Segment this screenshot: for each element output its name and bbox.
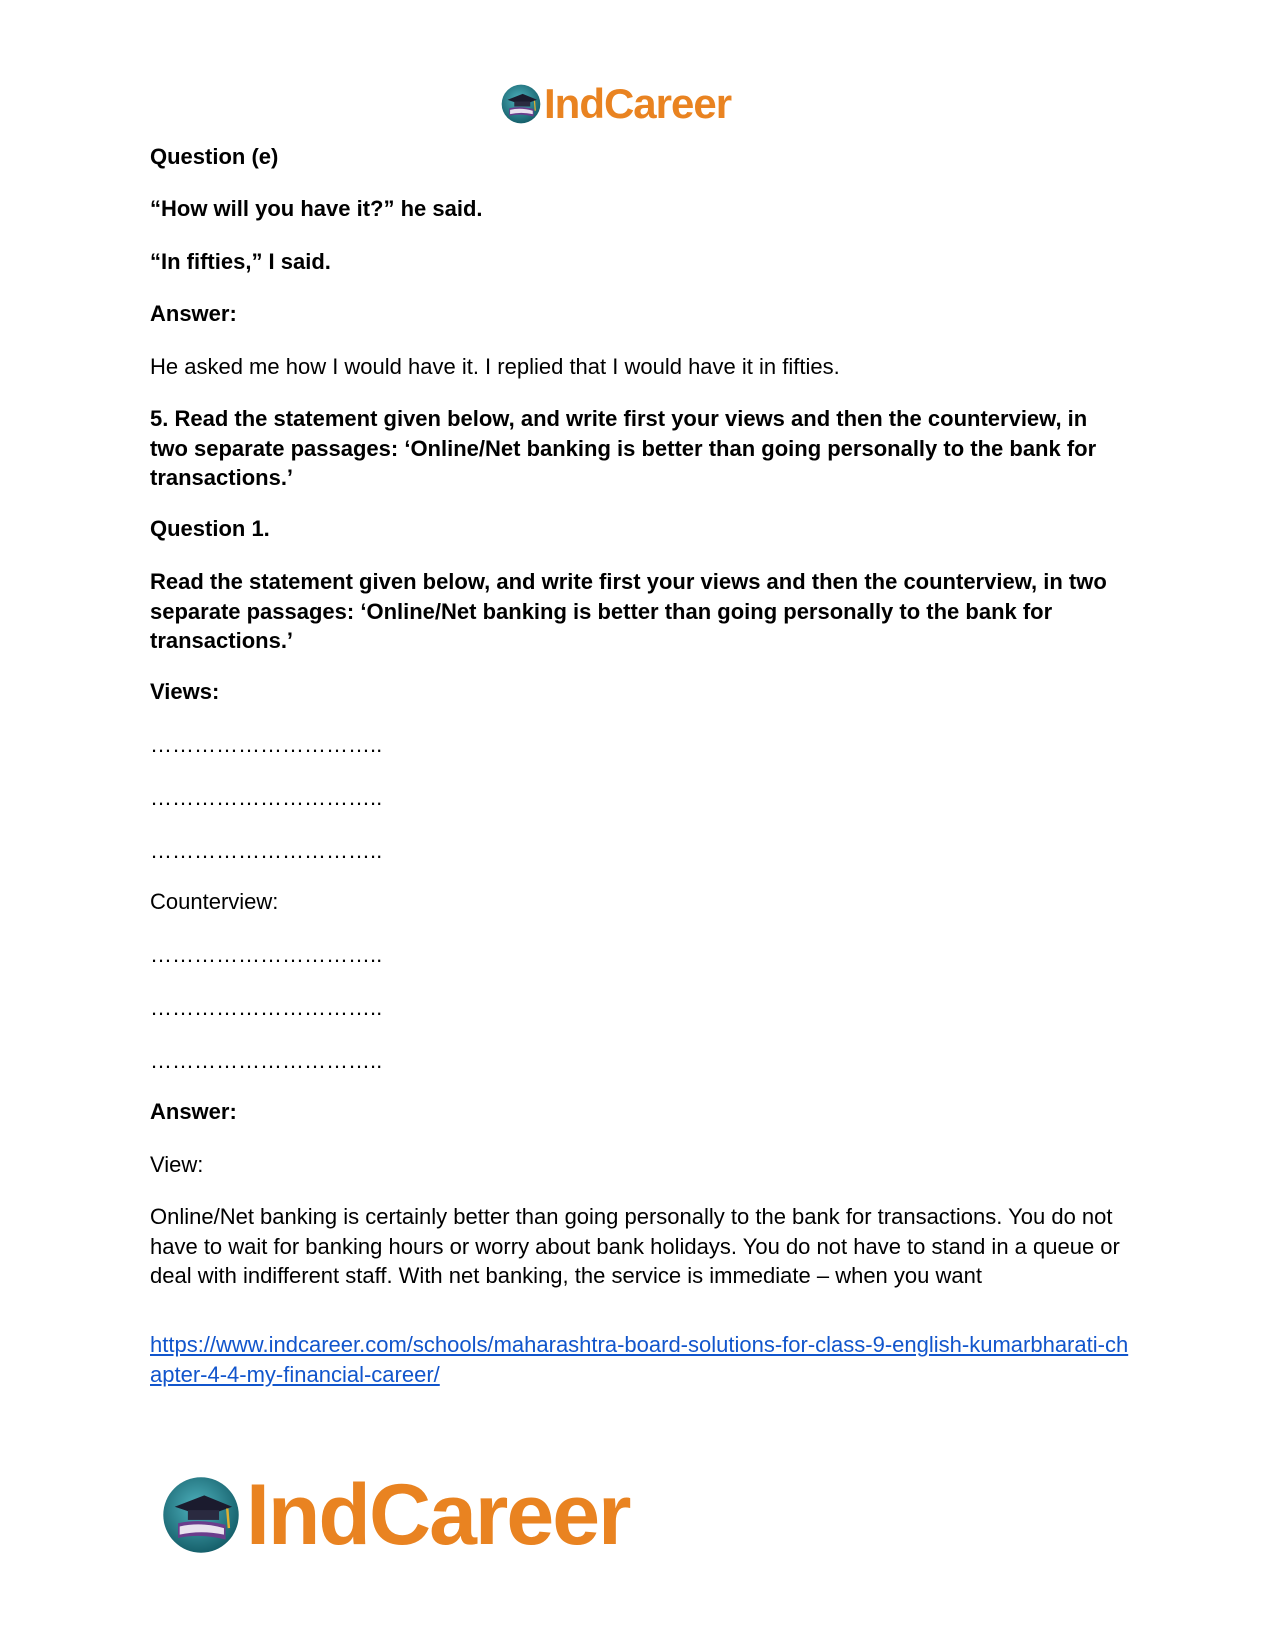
question-1-text: Read the statement given below, and write first your views and then the counterview, in two separate passages: ‘Online/Net banking is better than going personally to the bank for transactions.’: [150, 569, 1107, 653]
blank-line: …………………………..: [150, 995, 383, 1020]
brand-logo-text: IndCareer: [544, 80, 732, 127]
quote-line: “How will you have it?” he said.: [150, 196, 483, 221]
blank-line: …………………………..: [150, 942, 383, 967]
view-label: View:: [150, 1152, 204, 1177]
question-e-heading: Question (e): [150, 144, 279, 169]
answer-text: He asked me how I would have it. I replied that I would have it in fifties.: [150, 354, 840, 379]
views-label: Views:: [150, 679, 220, 704]
blank-line: …………………………..: [150, 732, 383, 757]
blank-line: …………………………..: [150, 785, 383, 810]
graduation-cap-book-icon: [500, 83, 542, 125]
blank-line: …………………………..: [150, 838, 383, 863]
brand-logo-text: IndCareer: [246, 1467, 630, 1563]
counterview-label: Counterview:: [150, 889, 279, 914]
answer-label: Answer:: [150, 1099, 237, 1124]
question-1-heading: Question 1.: [150, 516, 270, 541]
blank-line: …………………………..: [150, 1048, 383, 1073]
graduation-cap-book-icon: [160, 1474, 242, 1556]
source-link[interactable]: https://www.indcareer.com/schools/maharashtra-board-solutions-for-class-9-english-kumarbharati-chapter-4-4-my-financial-career/: [150, 1332, 1129, 1387]
view-paragraph: Online/Net banking is certainly better than going personally to the bank for transactions. You do not have to wait for banking hours or worry about bank holidays. You do not have to stand in a queue or deal with indifferent staff. With net banking, the service is immediate – when you want: [150, 1204, 1120, 1288]
quote-line: “In fifties,” I said.: [150, 249, 331, 274]
answer-label: Answer:: [150, 301, 237, 326]
header-logo: [500, 80, 731, 128]
task-5-statement: 5. Read the statement given below, and write first your views and then the counterview, in two separate passages: ‘Online/Net banking is better than going personally to the bank for transactions.’: [150, 406, 1097, 490]
footer-logo: [160, 1467, 630, 1563]
